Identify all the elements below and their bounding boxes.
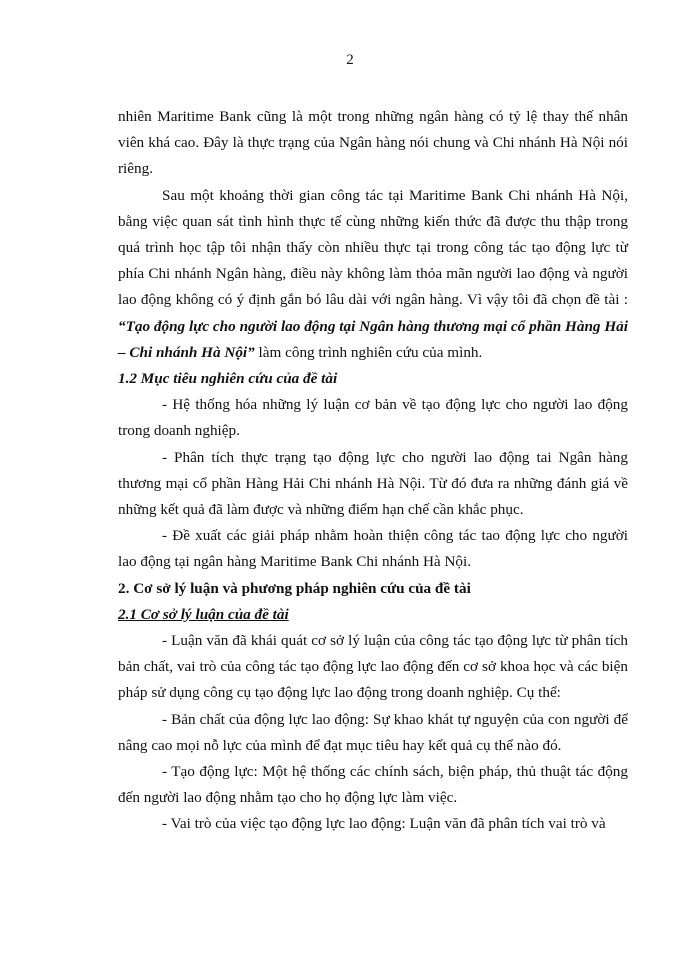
page-number: 2 (346, 52, 354, 68)
heading-2-1-theory: 2.1 Cơ sở lý luận của đề tài (118, 605, 289, 623)
paragraph-topic-start: Sau một khoảng thời gian công tác tại Maritime Bank Chi nhánh Hà Nội, bằng việc quan sát tình hình thực tế cùng những kiến thức đã được thu thập trong quá trình học tập tôi nhận thấy còn nhiều thực tại trong công tác tạo động lực từ phía Chi nhánh Ngân hàng, điều này không làm thỏa mãn người lao động và người lao động không có ý định gắn bó lâu dài với ngân hàng. Vì vậy tôi đã chọn đề tài : (118, 186, 628, 309)
paragraph-topic-selection (118, 183, 628, 366)
heading-2-theory-methods: 2. Cơ sở lý luận và phương pháp nghiên cứu của đề tài (118, 579, 471, 597)
objective-item-1: - Hệ thống hóa những lý luận cơ bản về tạo động lực cho người lao động trong doanh nghiệp. (118, 396, 628, 440)
paragraph-intro-continued: nhiên Maritime Bank cũng là một trong những ngân hàng có tỷ lệ thay thế nhân viên khá cao. Đây là thực trạng của Ngân hàng nói chung và Chi nhánh Hà Nội nói riêng. (118, 108, 628, 178)
thesis-title-quote: “Tạo động lực cho người lao động tại Ngân hàng thương mại cổ phần Hàng Hải – Chi nhánh Hà Nội” (118, 317, 628, 361)
theory-item-1: - Luận văn đã khái quát cơ sở lý luận của công tác tạo động lực từ phân tích bản chất, vai trò của công tác tạo động lực lao động đến cơ sở khoa học và các biện pháp sử dụng công cụ tạo động lực lao động trong doanh nghiệp. Cụ thể: (118, 632, 628, 702)
theory-item-3: - Tạo động lực: Một hệ thống các chính sách, biện pháp, thủ thuật tác động đến người lao động nhằm tạo cho họ động lực làm việc. (118, 763, 628, 807)
document-body (118, 104, 628, 838)
heading-1-2-objectives: 1.2 Mục tiêu nghiên cứu của đề tài (118, 370, 338, 388)
objective-item-2: - Phân tích thực trạng tạo động lực cho người lao động tai Ngân hàng thương mại cổ phần Hàng Hải Chi nhánh Hà Nội. Từ đó đưa ra những đánh giá về những kết quả đã làm được và những điểm hạn chế cần khắc phục. (118, 448, 628, 519)
paragraph-topic-end: làm công trình nghiên cứu của mình. (254, 343, 483, 361)
theory-item-2: - Bản chất của động lực lao động: Sự khao khát tự nguyện của con người để nâng cao mọi nỗ lực của mình để đạt mục tiêu hay kết quả cụ thể nào đó. (118, 710, 628, 754)
theory-item-4: - Vai trò của việc tạo động lực lao động: Luận văn đã phân tích vai trò và (162, 815, 606, 833)
objective-item-3: - Đề xuất các giải pháp nhằm hoàn thiện công tác tao động lực cho người lao động tại ngân hàng Maritime Bank Chi nhánh Hà Nội. (118, 527, 628, 571)
